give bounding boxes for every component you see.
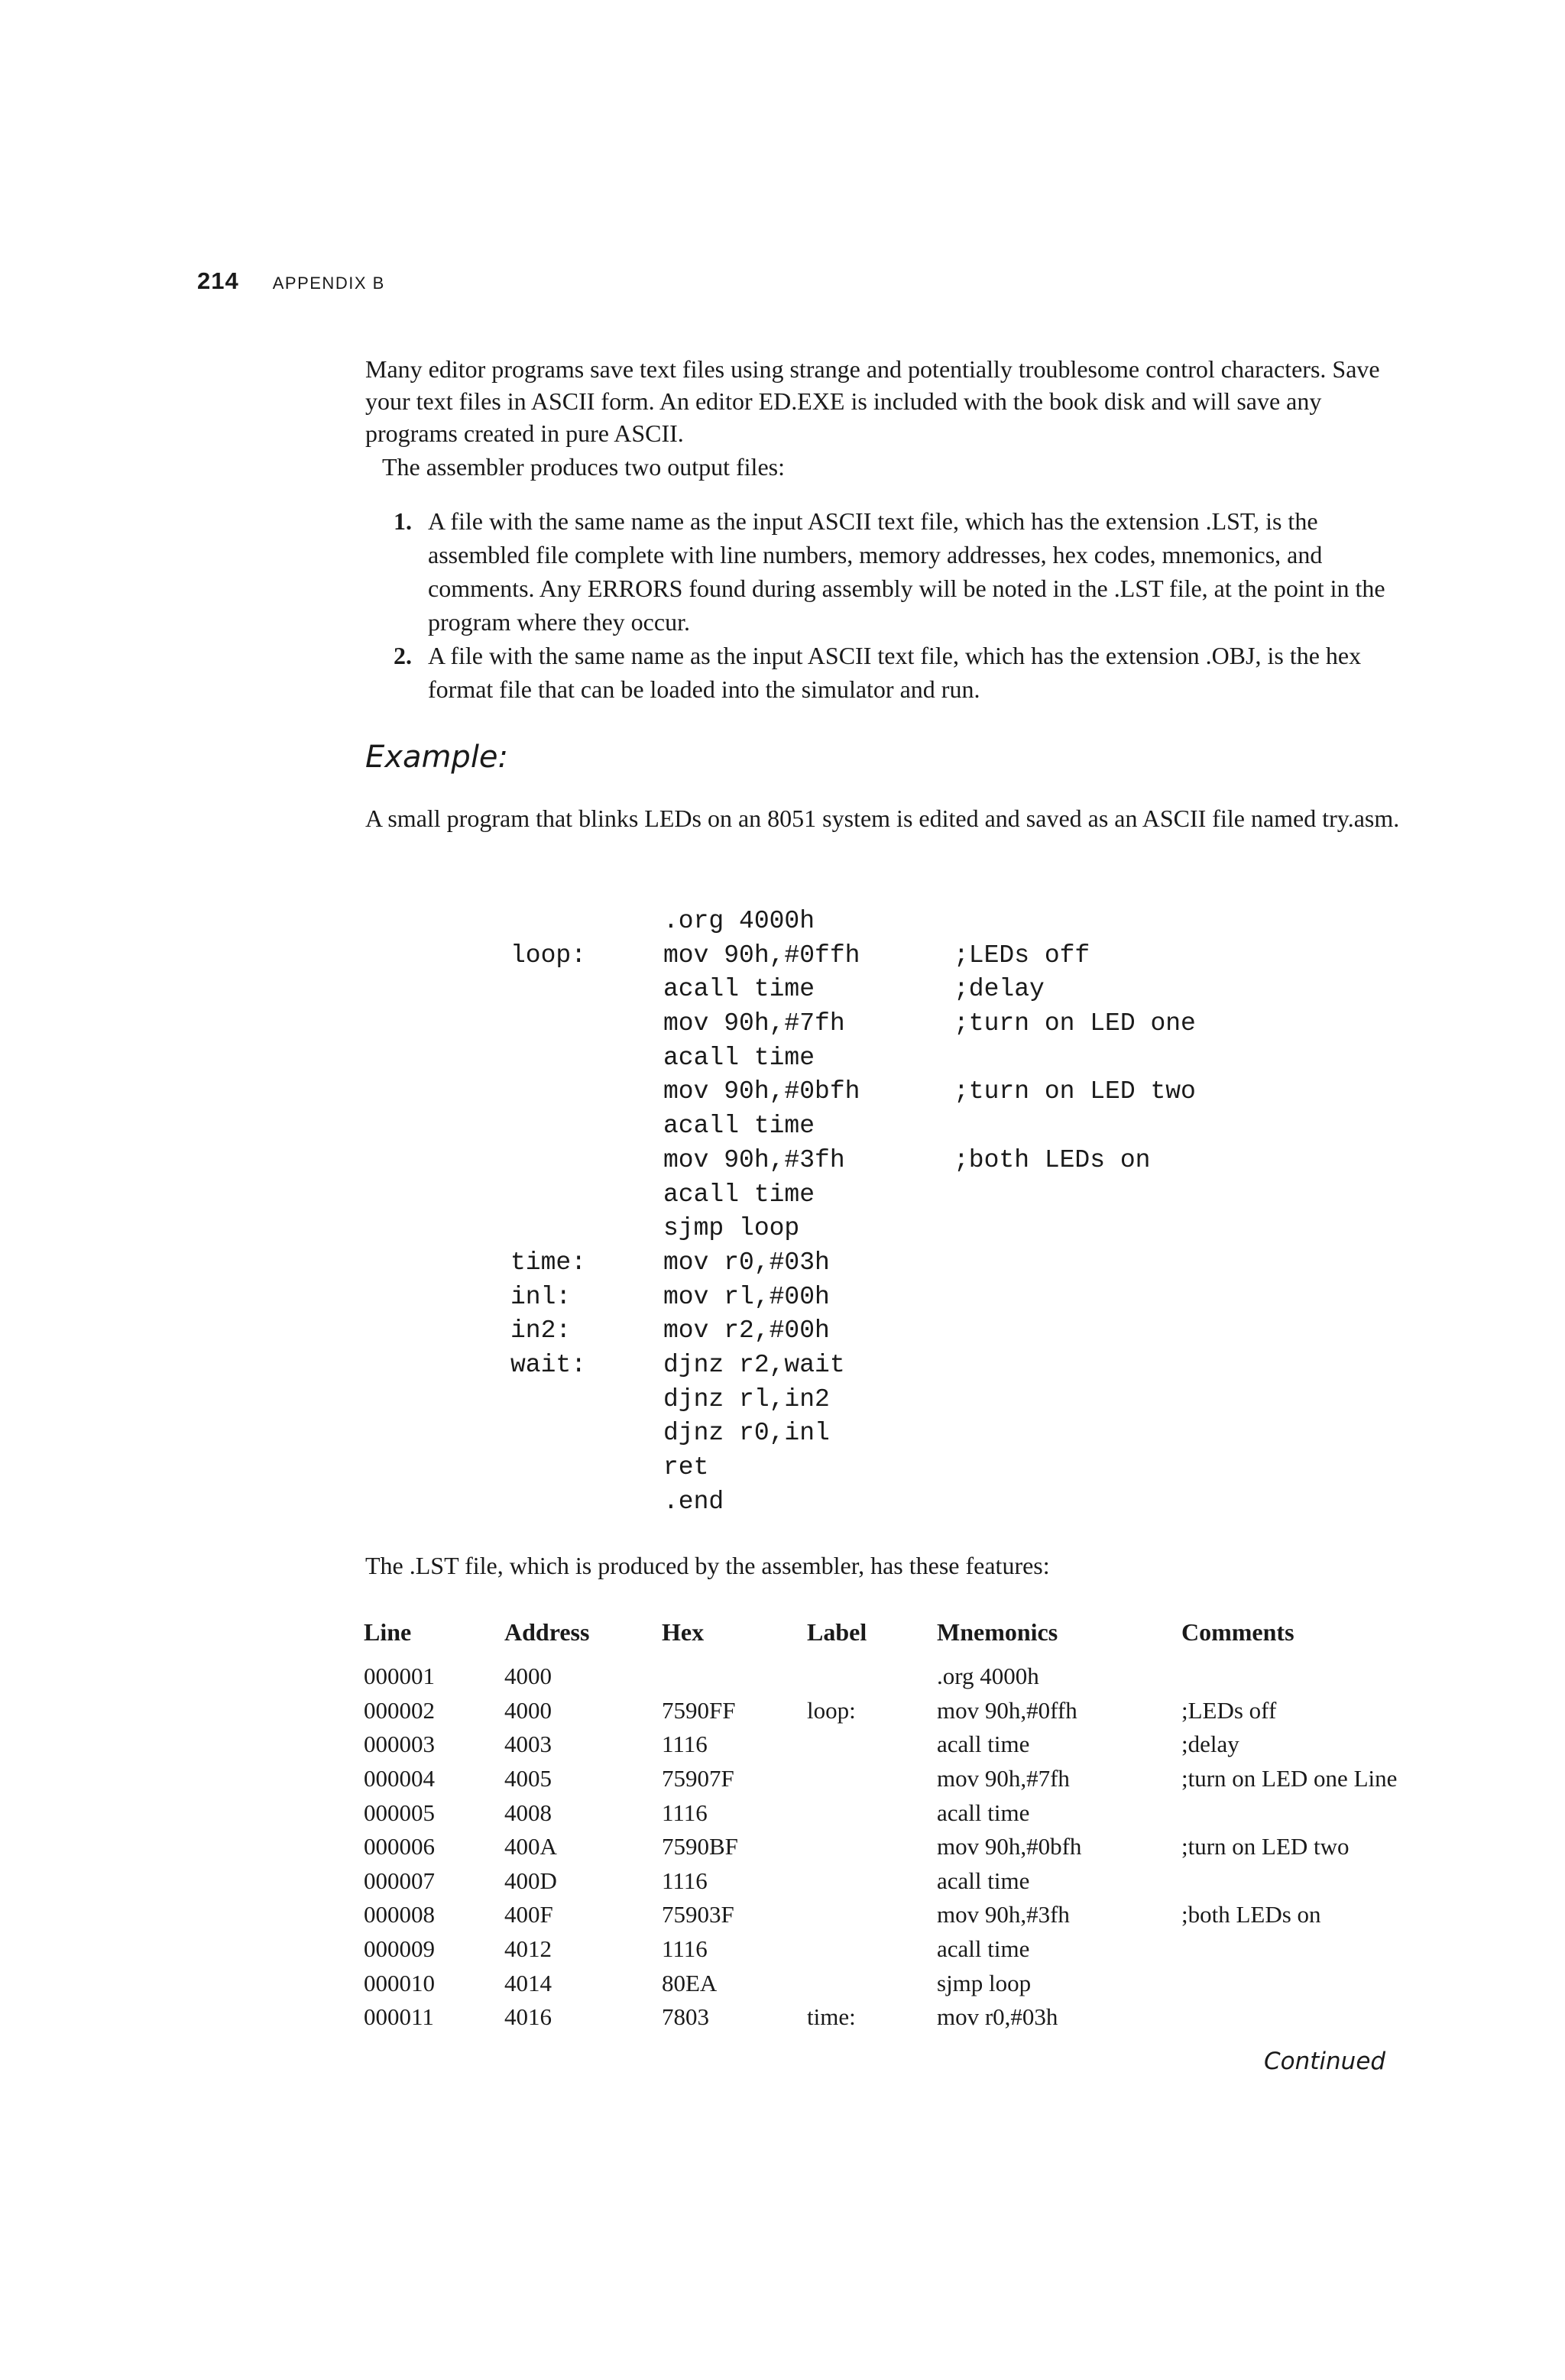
code-instruction: ret bbox=[663, 1453, 709, 1481]
table-cell: mov 90h,#7fh bbox=[937, 1765, 1070, 1792]
table-cell: ;both LEDs on bbox=[1181, 1901, 1321, 1928]
table-cell: acall time bbox=[937, 1799, 1030, 1826]
table-cell bbox=[807, 1966, 937, 2000]
table-row bbox=[364, 2000, 1472, 2035]
code-line bbox=[510, 1451, 1259, 1485]
table-cell bbox=[1181, 1864, 1472, 1899]
table-row bbox=[364, 1830, 1472, 1864]
table-header-row bbox=[364, 1618, 1472, 1660]
code-label bbox=[510, 1178, 663, 1213]
code-label bbox=[510, 905, 663, 939]
running-head: APPENDIX B bbox=[272, 274, 385, 293]
table-cell: 000003 bbox=[364, 1731, 435, 1758]
code-label: inl: bbox=[510, 1282, 572, 1311]
table-cell: 000008 bbox=[364, 1901, 435, 1928]
column-header: Line bbox=[364, 1618, 412, 1646]
list-number: 2. bbox=[394, 642, 412, 669]
table-cell: ;turn on LED one Line bbox=[1181, 1765, 1398, 1792]
code-comment bbox=[954, 1246, 1259, 1281]
code-line bbox=[510, 1041, 1259, 1076]
continued-note: Continued bbox=[1264, 2048, 1386, 2075]
code-listing bbox=[510, 905, 1259, 1519]
table-cell: 000001 bbox=[364, 1663, 435, 1690]
code-instruction: mov rl,#00h bbox=[663, 1282, 830, 1311]
table-cell bbox=[662, 1660, 807, 1694]
code-line bbox=[510, 1144, 1259, 1178]
table-cell: ;LEDs off bbox=[1181, 1696, 1277, 1724]
table-cell: 4012 bbox=[504, 1935, 552, 1963]
code-line bbox=[510, 1007, 1259, 1041]
lst-table bbox=[364, 1618, 1472, 2035]
table-cell: ;delay bbox=[1181, 1731, 1239, 1758]
table-cell: 4014 bbox=[504, 1969, 552, 1996]
table-cell: sjmp loop bbox=[937, 1969, 1032, 1996]
table-cell: time: bbox=[807, 2003, 856, 2031]
list-text: A file with the same name as the input ASCII text file, which has the extension .LST, is the assembled file complete with line numbers, memory addresses, hex codes, mnemonics, and comments. Any ERRORS found during assembly will be noted in the .LST file, at the point in the program where they occur. bbox=[428, 507, 1385, 636]
column-header: Comments bbox=[1181, 1618, 1294, 1646]
example-description: A small program that blinks LEDs on an 8051 system is edited and saved as an ASCII file named try.asm. bbox=[365, 805, 1400, 832]
code-instruction: .org 4000h bbox=[663, 907, 815, 935]
code-comment bbox=[954, 1314, 1259, 1349]
table-cell bbox=[1181, 2000, 1472, 2035]
column-header: Hex bbox=[662, 1618, 705, 1646]
code-comment bbox=[954, 1212, 1259, 1246]
output-files-list bbox=[394, 504, 1421, 706]
code-instruction: mov 90h,#0ffh bbox=[663, 941, 860, 970]
code-instruction: acall time bbox=[663, 1112, 815, 1141]
table-cell: 1116 bbox=[662, 1867, 708, 1894]
code-comment: ;both LEDs on bbox=[954, 1145, 1151, 1174]
table-cell bbox=[807, 1898, 937, 1932]
table-cell: 75907F bbox=[662, 1765, 734, 1792]
table-cell: 4008 bbox=[504, 1799, 552, 1826]
table-cell: 80EA bbox=[662, 1969, 718, 1996]
code-comment bbox=[954, 1041, 1259, 1076]
code-line bbox=[510, 905, 1259, 939]
code-comment bbox=[954, 1281, 1259, 1315]
table-cell bbox=[807, 1762, 937, 1796]
table-row bbox=[364, 1660, 1472, 1694]
table-row bbox=[364, 1796, 1472, 1830]
table-row bbox=[364, 1762, 1472, 1796]
code-instruction: djnz r2,wait bbox=[663, 1350, 845, 1379]
table-cell: 000005 bbox=[364, 1799, 435, 1826]
code-label bbox=[510, 1417, 663, 1451]
table-row bbox=[364, 1898, 1472, 1932]
code-instruction: mov 90h,#0bfh bbox=[663, 1077, 860, 1106]
table-cell: 4016 bbox=[504, 2003, 552, 2031]
table-cell bbox=[1181, 1932, 1472, 1967]
table-row bbox=[364, 1966, 1472, 2000]
code-line bbox=[510, 1075, 1259, 1109]
code-label bbox=[510, 1041, 663, 1076]
code-comment: ;delay bbox=[954, 975, 1045, 1004]
page-header bbox=[197, 267, 385, 295]
table-cell: 000006 bbox=[364, 1833, 435, 1860]
table-cell: 000010 bbox=[364, 1969, 435, 1996]
code-label bbox=[510, 1383, 663, 1417]
table-row bbox=[364, 1932, 1472, 1967]
code-line bbox=[510, 1109, 1259, 1144]
code-instruction: mov 90h,#7fh bbox=[663, 1009, 845, 1038]
code-instruction: acall time bbox=[663, 1180, 815, 1209]
code-label bbox=[510, 1075, 663, 1109]
code-line bbox=[510, 1383, 1259, 1417]
table-cell bbox=[807, 1660, 937, 1694]
table-cell bbox=[807, 1830, 937, 1864]
code-comment: ;LEDs off bbox=[954, 941, 1090, 970]
code-comment bbox=[954, 1383, 1259, 1417]
list-number: 1. bbox=[394, 507, 412, 535]
table-cell: mov 90h,#3fh bbox=[937, 1901, 1070, 1928]
code-comment bbox=[954, 1417, 1259, 1451]
code-label bbox=[510, 1109, 663, 1144]
table-cell: 7803 bbox=[662, 2003, 709, 2031]
code-label bbox=[510, 973, 663, 1007]
code-comment bbox=[954, 905, 1259, 939]
table-cell: 400A bbox=[504, 1833, 557, 1860]
code-line bbox=[510, 939, 1259, 973]
list-item bbox=[394, 639, 1421, 706]
code-line bbox=[510, 1246, 1259, 1281]
code-line bbox=[510, 1417, 1259, 1451]
table-cell: 400F bbox=[504, 1901, 553, 1928]
code-comment: ;turn on LED two bbox=[954, 1077, 1196, 1106]
code-label bbox=[510, 1144, 663, 1178]
table-cell: 400D bbox=[504, 1867, 557, 1894]
table-cell bbox=[1181, 1796, 1472, 1830]
code-line bbox=[510, 1314, 1259, 1349]
code-label: wait: bbox=[510, 1350, 587, 1379]
table-cell bbox=[807, 1932, 937, 1967]
table-cell: mov r0,#03h bbox=[937, 2003, 1058, 2031]
outputs-line: The assembler produces two output files: bbox=[382, 453, 785, 481]
table-cell: 4000 bbox=[504, 1663, 552, 1690]
code-line bbox=[510, 1178, 1259, 1213]
table-cell bbox=[1181, 1966, 1472, 2000]
code-line bbox=[510, 1281, 1259, 1315]
table-cell: 4005 bbox=[504, 1765, 552, 1792]
code-comment bbox=[954, 1109, 1259, 1144]
code-label: time: bbox=[510, 1248, 587, 1277]
code-instruction: djnz rl,in2 bbox=[663, 1384, 830, 1413]
code-comment: ;turn on LED one bbox=[954, 1009, 1196, 1038]
table-cell: 000002 bbox=[364, 1696, 435, 1724]
table-cell: mov 90h,#0bfh bbox=[937, 1833, 1082, 1860]
code-label: in2: bbox=[510, 1316, 572, 1345]
code-comment bbox=[954, 1485, 1259, 1520]
table-cell: acall time bbox=[937, 1867, 1030, 1894]
table-cell: ;turn on LED two bbox=[1181, 1833, 1350, 1860]
table-cell: acall time bbox=[937, 1731, 1030, 1758]
code-comment bbox=[954, 1178, 1259, 1213]
code-instruction: sjmp loop bbox=[663, 1214, 800, 1243]
table-cell bbox=[1181, 1660, 1472, 1694]
code-label: loop: bbox=[510, 941, 587, 970]
table-cell bbox=[807, 1864, 937, 1899]
code-comment bbox=[954, 1349, 1259, 1383]
intro-paragraph: Many editor programs save text files using strange and potentially troublesome control characters. Save your text files in ASCII form. An editor ED.EXE is included with the book disk and will save any programs created in pure ASCII. bbox=[365, 355, 1380, 447]
column-header: Label bbox=[807, 1618, 867, 1646]
table-cell: 000004 bbox=[364, 1765, 435, 1792]
list-text: A file with the same name as the input ASCII text file, which has the extension .OBJ, is the hex format file that can be loaded into the simulator and run. bbox=[428, 642, 1362, 703]
code-line bbox=[510, 1349, 1259, 1383]
column-header: Mnemonics bbox=[937, 1618, 1058, 1646]
example-heading: Example: bbox=[365, 740, 509, 775]
code-label bbox=[510, 1485, 663, 1520]
list-item bbox=[394, 504, 1421, 639]
table-row bbox=[364, 1864, 1472, 1899]
table-cell: acall time bbox=[937, 1935, 1030, 1963]
column-header: Address bbox=[504, 1618, 590, 1646]
table-cell: 7590FF bbox=[662, 1696, 736, 1724]
code-instruction: mov 90h,#3fh bbox=[663, 1145, 845, 1174]
lst-intro: The .LST file, which is produced by the assembler, has these features: bbox=[365, 1552, 1050, 1579]
table-cell: 4000 bbox=[504, 1696, 552, 1724]
table-row bbox=[364, 1694, 1472, 1728]
code-comment bbox=[954, 1451, 1259, 1485]
table-row bbox=[364, 1728, 1472, 1762]
code-instruction: acall time bbox=[663, 1043, 815, 1072]
page-number: 214 bbox=[197, 267, 239, 294]
table-cell: 1116 bbox=[662, 1731, 708, 1758]
code-instruction: mov r2,#00h bbox=[663, 1316, 830, 1345]
table-cell: .org 4000h bbox=[937, 1663, 1039, 1690]
table-cell: loop: bbox=[807, 1696, 856, 1724]
table-cell: 75903F bbox=[662, 1901, 734, 1928]
code-label bbox=[510, 1007, 663, 1041]
table-cell bbox=[807, 1796, 937, 1830]
table-cell: 000007 bbox=[364, 1867, 435, 1894]
code-instruction: mov r0,#03h bbox=[663, 1248, 830, 1277]
table-cell bbox=[807, 1728, 937, 1762]
table-cell: 000009 bbox=[364, 1935, 435, 1963]
table-cell: 7590BF bbox=[662, 1833, 738, 1860]
table-cell: 000011 bbox=[364, 2003, 434, 2031]
code-label bbox=[510, 1212, 663, 1246]
table-cell: 4003 bbox=[504, 1731, 552, 1758]
code-line bbox=[510, 1485, 1259, 1520]
code-label bbox=[510, 1451, 663, 1485]
table-cell: 1116 bbox=[662, 1799, 708, 1826]
code-instruction: acall time bbox=[663, 975, 815, 1004]
code-instruction: .end bbox=[663, 1487, 724, 1516]
code-line bbox=[510, 1212, 1259, 1246]
table-cell: mov 90h,#0ffh bbox=[937, 1696, 1077, 1724]
code-line bbox=[510, 973, 1259, 1007]
table-cell: 1116 bbox=[662, 1935, 708, 1963]
code-instruction: djnz r0,inl bbox=[663, 1419, 830, 1448]
